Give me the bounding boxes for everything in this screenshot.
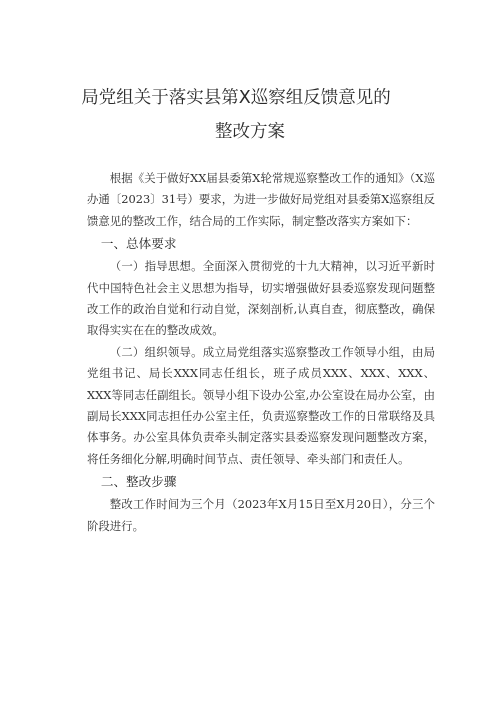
guiding-ideology-paragraph: （一）指导思想。全面深入贯彻党的十九大精神，以习近平新时代中国特色社会主义思想为指导，切实增强做好县委巡察发现问题整改工作的政治自觉和行动自觉，深刻剖析,认真自查，彻底整改，确保取得实实在在的整改成效。 [87,259,435,338]
document-body [87,168,435,537]
document-title-line2: 整改方案 [215,122,285,142]
section1-heading: 一、总体要求 [100,236,177,252]
rectification-steps-paragraph: 整改工作时间为三个月（2023年X月15日至X月20日），分三个阶段进行。 [87,497,435,533]
intro-paragraph: 根据《关于做好XX届县委第X轮常规巡察整改工作的通知》（X巡办通〔2023〕31号）要求，为进一步做好局党组对县委第X巡察组反馈意见的整改工作，结合局的工作实际，制定整改落实方案如下： [87,171,435,228]
organization-leadership-paragraph: （二）组织领导。成立局党组落实巡察整改工作领导小组，由局党组书记、局长XXX同志任组长，班子成员XXX、XXX、XXX、XXX等同志任副组长。领导小组下设办公室,办公室设在局办公室，由副局长XXX同志担任办公室主任，负责巡察整改工作的日常联络及具体事务。办公室具体负责牵头制定落实县委巡察发现问题整改方案，将任务细化分解,明确时间节点、责任领导、牵头部门和责任人。 [87,344,435,466]
section2-heading: 二、整改步骤 [100,474,177,490]
document-title-line1: 局党组关于落实县第Ⅹ巡察组反馈意见的 [81,88,391,108]
